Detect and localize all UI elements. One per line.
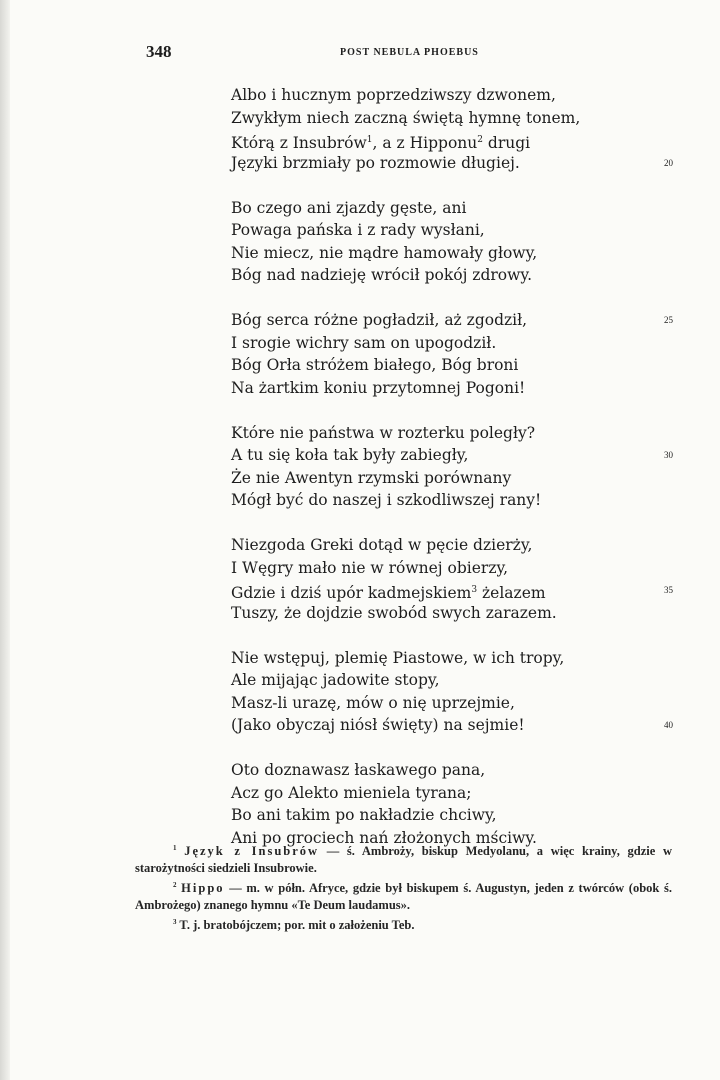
verse-text: Mógł być do naszej i szkodliwszej rany! [231,491,542,509]
footnote-term: Hippo [181,881,225,896]
verse-text: Nie wstępuj, plemię Piastowe, w ich tropy, [231,648,565,667]
verse-line [231,579,673,603]
verse-text: Ani po grociech nań złożonych mściwy. [231,828,537,847]
verse-text: Powaga pańska i z rady wysłani, [231,221,485,239]
verse-line [231,264,641,287]
verse-line [231,669,641,692]
verse-text: Zwykłym niech zaczną świętą hymnę tonem, [231,108,581,127]
verse-line [231,129,641,152]
verse-text: Acz go Alekto mieniela tyrana; [231,783,472,802]
verse-text: , a z Hipponu [372,134,478,153]
line-number: 35 [664,585,673,595]
verse-line [231,782,641,805]
verse-line [231,489,641,512]
footnote-text: T. j. bratobójczem; por. mit o założeniu Teb. [179,918,415,933]
page-binding-edge [0,0,10,1080]
verse-line [231,714,673,737]
verse-text: Na żartkim koniu przytomnej Pogoni! [231,378,526,397]
footnote-marker: 2 [477,135,483,145]
verse-text: Ale mijając jadowite stopy, [231,671,440,689]
verse-line [231,692,641,715]
verse-line [231,557,641,580]
verse-line [231,759,641,782]
stanza [231,309,673,399]
line-number: 25 [664,315,673,325]
verse-text: drugi [483,134,531,153]
verse-line [231,804,641,827]
verse-text: Bóg serca różne pogładził, aż zgodził, [231,311,528,329]
line-number: 20 [664,157,673,168]
verse-text: Że nie Awentyn rzymski porównany [231,468,512,487]
verse-text: (Jako obyczaj niósł święty) na sejmie! [231,716,525,734]
footnote-marker: 1 [366,135,373,145]
footnote-text: — ś. Ambroży, biskup Medyolanu, a więc krainy, gdzie w starożytności siedzieli Insubrowie. [135,844,672,876]
verse-line [231,377,641,400]
verse-line [231,422,641,445]
verse-line [231,467,641,490]
footnote-term: Język z Insubrów [184,844,320,859]
verse-line [231,354,641,377]
running-head: POST NEBULA PHOEBUS [340,47,479,58]
stanza [231,84,673,174]
verse-text: Masz-li urazę, mów o nię uprzejmie, [231,693,515,712]
verse-text: Bo czego ani zjazdy gęste, ani [231,198,467,217]
verse-line [231,219,641,242]
stanza [231,647,673,737]
verse-line [231,602,641,625]
verse-text: Języki brzmiały po rozmowie długiej. [231,153,520,172]
footnote-mark: 1 [173,844,177,852]
verse-text: Bóg Orła stróżem białego, Bóg broni [231,356,519,374]
page-number: 348 [146,42,172,61]
verse-line [231,152,673,175]
verse-text: Nie miecz, nie mądre hamowały głowy, [231,243,538,262]
verse-text: Oto doznawasz łaskawego pana, [231,761,486,779]
line-number: 40 [664,720,673,730]
verse-line [231,84,641,107]
verse-line [231,197,641,220]
verse-line [231,107,641,130]
footnote [135,914,672,934]
verse-line [231,242,641,265]
stanza [231,422,673,512]
footnote-mark: 3 [173,918,177,927]
verse-text: A tu się koła tak były zabiegły, [231,446,469,464]
verse-text: Które nie państwa w rozterku poległy? [231,423,536,442]
verse-line [231,534,641,557]
verse-text: Bo ani takim po nakładzie chciwy, [231,806,497,824]
verse-text: Albo i hucznym poprzedziwszy dzwonem, [231,86,556,104]
footnote-marker: 3 [471,585,478,595]
verse-text: I Węgry mało nie w równej obierzy, [231,558,509,577]
verse-text: Bóg nad nadzieję wrócił pokój zdrowy. [231,266,533,284]
verse-text: Gdzie i dziś upór kadmejskiem [231,584,472,603]
footnote [135,840,672,877]
line-number: 30 [664,450,673,460]
footnote-mark: 2 [173,881,177,890]
stanza [231,534,673,624]
verse-line [231,309,673,332]
verse-text: żelazem [477,584,546,603]
poem [231,84,673,872]
verse-text: Którą z Insubrów [231,134,367,153]
verse-text: Tuszy, że dojdzie swobód swych zarazem. [231,603,557,622]
footnote-text: — m. w półn. Afryce, gdzie był biskupem ś. Augustyn, jeden z twórców (obok ś. Ambrożego) znanego hymnu «Te Deum laudamus». [135,881,673,913]
verse-line [231,647,641,670]
verse-text: Niezgoda Greki dotąd w pęcie dzierży, [231,536,533,554]
verse-line [231,332,641,355]
verse-text: I srogie wichry sam on upogodził. [231,333,497,352]
verse-line [231,444,673,467]
stanza [231,197,641,287]
footnotes [135,840,672,934]
footnote [135,877,672,914]
stanza [231,759,641,849]
